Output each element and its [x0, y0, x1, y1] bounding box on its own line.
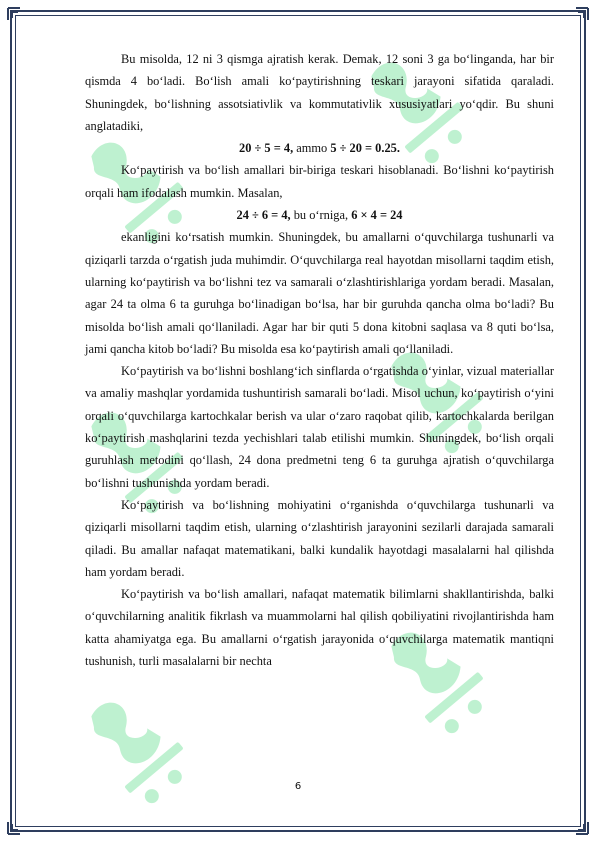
equation-inverse-example — [85, 204, 554, 226]
page-number: 6 — [294, 781, 302, 792]
equation-connector: bu o‘rniga, — [290, 208, 352, 223]
equation-division-example — [85, 137, 554, 159]
paragraph-inverse-operations: Ko‘paytirish va bo‘lish amallari bir-biriga teskari hisoblanadi. Bo‘lishni ko‘paytirish orqali ham ifodalash mumkin. Masalan, — [85, 163, 554, 200]
paragraph-intro: Bu misolda, 12 ni 3 qismga ajratish kerak. Demak, 12 soni 3 ga bo‘linganda, har bir qismda 4 bo‘ladi. Bo‘lish amali ko‘paytirishning teskari jarayoni sifatida qaraladi. Shuningdek, bo‘lishning assotsiativlik va kommutativlik xususiyatlari yo‘qdir. Bu shuni anglatadiki, — [85, 52, 554, 133]
paragraph-analytical-thinking: Ko‘paytirish va bo‘lish amallari, nafaqat matematik bilimlarni shakllantirishda, balki o‘quvchilarning analitik fikrlash va muammolarni hal qilish qobiliyatini rivojlantirishda ham katta ahamiyatga ega. Bu amallarni o‘rgatish jarayonida o‘quvchilarga matematik mantiqni tushunish, turli masalalarni bir nechta — [85, 587, 554, 669]
corner-ornament-top-left — [6, 6, 30, 30]
equation-part-a: 24 ÷ 6 = 4, — [236, 208, 291, 223]
paragraph-essence: Ko‘paytirish va bo‘lishning mohiyatini o‘rganishda o‘quvchilarga tushunarli va qiziqarli misollarni taqdim etish, ularning o‘zlashtirish jarayonini sezilarli darajada samarali qiladi. Bu amallar nafaqat matematikani, balki kundalik hayotdagi masalalarni hal qilishda ham yordam beradi. — [85, 497, 554, 579]
equation-part-a: 20 ÷ 5 = 4, — [239, 141, 294, 156]
page-body-text — [85, 48, 554, 672]
equation-part-b: 5 ÷ 20 = 0.25. — [330, 141, 400, 156]
equation-part-b: 6 × 4 = 24 — [351, 208, 403, 223]
equation-connector: ammo — [293, 141, 331, 156]
paragraph-real-life-examples: ekanligini ko‘rsatish mumkin. Shuningdek, bu amallarni o‘quvchilarga tushunarli va qiziqarli tarzda o‘rgatish juda muhimdir. O‘quvchilarga real hayotdan misollarni taqdim etish, ularning ko‘paytirish va bo‘lishni tez va samarali o‘zlashtirishlariga yordam beradi. Masalan, agar 24 ta olma 6 ta guruhga bo‘linadigan bo‘lsa, har bir guruhda qancha olma bo‘ladi? Bu misolda bo‘lish amali qo‘llaniladi. Agar har bir quti 5 dona kitobni saqlasa va 8 quti bo‘lsa, jami qancha kitob bo‘ladi? Bu misolda esa ko‘paytirish amali qo‘llaniladi. — [85, 230, 554, 356]
corner-ornament-top-right — [566, 6, 590, 30]
corner-ornament-bottom-left — [6, 812, 30, 836]
paragraph-games-and-visuals: Ko‘paytirish va bo‘lishni boshlang‘ich sinflarda o‘rgatishda o‘yinlar, vizual materiallar va amaliy mashqlar yordamida tushuntirish samarali bo‘ladi. Misol uchun, ko‘paytirish o‘yini orqali o‘quvchilarga kartochkalar berish va ular o‘zaro raqobat qilib, kartochkalarda berilgan ko‘paytirish mashqlarini tezda yechishlari talab etilishi mumkin. Shuningdek, bo‘lish orqali guruhlash metodini qo‘llash, 24 dona predmetni teng 6 ta guruhga ajratish o‘quvchilarga bo‘lishni tushunishda yordam beradi. — [85, 364, 554, 490]
corner-ornament-bottom-right — [566, 812, 590, 836]
